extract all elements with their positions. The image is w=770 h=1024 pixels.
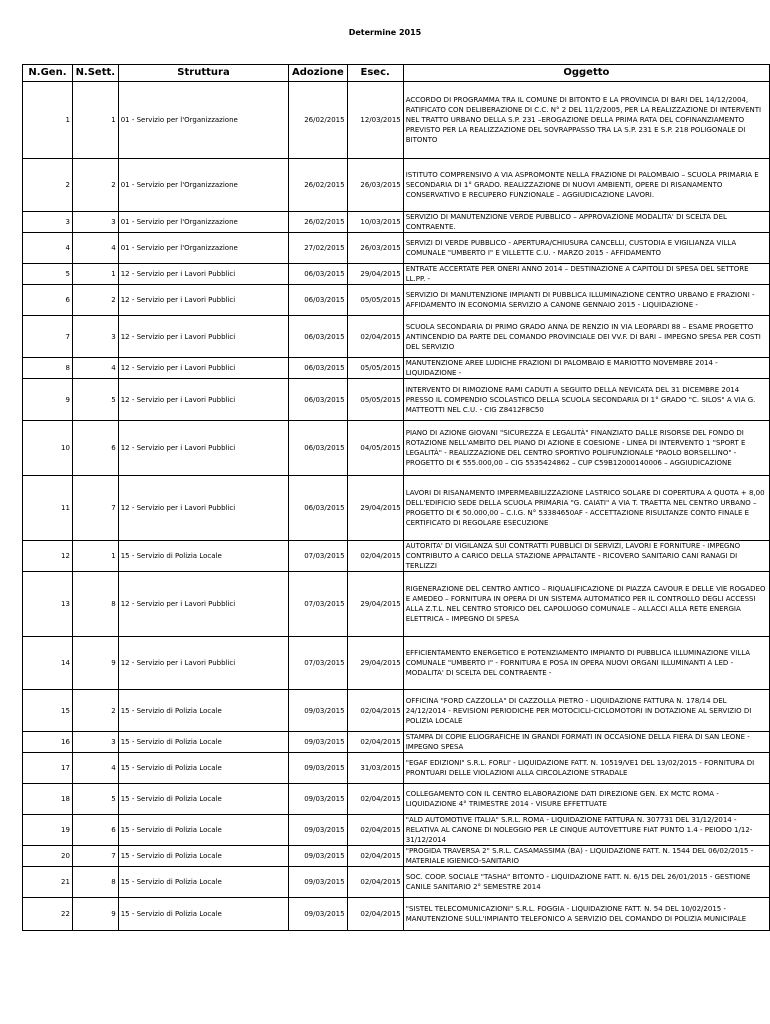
cell-adozione: 06/03/2015 [289, 264, 347, 285]
table-row [23, 572, 770, 637]
table-row [23, 784, 770, 815]
cell-struttura: 15 - Servizio di Polizia Locale [118, 753, 289, 784]
cell-nsett: 5 [72, 784, 118, 815]
table-row [23, 541, 770, 572]
cell-struttura: 01 - Servizio per l'Organizzazione [118, 82, 289, 159]
cell-oggetto: MANUTENZIONE AREE LUDICHE FRAZIONI DI PALOMBAIO E MARIOTTO NOVEMBRE 2014 - LIQUIDAZIONE - [403, 358, 769, 379]
cell-oggetto: "SISTEL TELECOMUNICAZIONI" S.R.L. FOGGIA - LIQUIDAZIONE FATT. N. 54 DEL 10/02/2015 - MANUTENZIONE SULL'IMPIANTO TELEFONICO A SERVIZIO DEL COMANDO DI POLIZIA MUNICIPALE [403, 898, 769, 931]
cell-struttura: 12 - Servizio per i Lavori Pubblici [118, 572, 289, 637]
cell-esec: 26/03/2015 [347, 159, 403, 212]
cell-esec: 10/03/2015 [347, 212, 403, 233]
cell-struttura: 15 - Servizio di Polizia Locale [118, 690, 289, 732]
cell-adozione: 26/02/2015 [289, 212, 347, 233]
header-nsett: N.Sett. [72, 65, 118, 82]
cell-esec: 29/04/2015 [347, 476, 403, 541]
cell-struttura: 15 - Servizio di Polizia Locale [118, 784, 289, 815]
cell-ngen: 15 [23, 690, 73, 732]
header-oggetto: Oggetto [403, 65, 769, 82]
table-row [23, 264, 770, 285]
cell-oggetto: SERVIZI DI VERDE PUBBLICO - APERTURA/CHIUSURA CANCELLI, CUSTODIA E VIGILIANZA VILLA COMUNALE "UMBERTO I" E VILLETTE C.U. - MARZO 2015 - AFFIDAMENTO [403, 233, 769, 264]
cell-esec: 02/04/2015 [347, 846, 403, 867]
cell-adozione: 07/03/2015 [289, 572, 347, 637]
cell-ngen: 13 [23, 572, 73, 637]
cell-struttura: 12 - Servizio per i Lavori Pubblici [118, 316, 289, 358]
cell-ngen: 21 [23, 867, 73, 898]
cell-nsett: 4 [72, 358, 118, 379]
cell-esec: 02/04/2015 [347, 541, 403, 572]
cell-struttura: 15 - Servizio di Polizia Locale [118, 541, 289, 572]
cell-ngen: 14 [23, 637, 73, 690]
table-header-row [23, 65, 770, 82]
table-row [23, 233, 770, 264]
cell-esec: 12/03/2015 [347, 82, 403, 159]
cell-struttura: 12 - Servizio per i Lavori Pubblici [118, 637, 289, 690]
cell-adozione: 27/02/2015 [289, 233, 347, 264]
cell-oggetto: EFFICIENTAMENTO ENERGETICO E POTENZIAMENTO IMPIANTO DI PUBBLICA ILLUMINAZIONE VILLA COMUNALE "UMBERTO I" - FORNITURA E POSA IN OPERA NUOVI ORGANI ILLUMINANTI A LED - MODALITA' DI SCELTA DEL CONTRAENTE - [403, 637, 769, 690]
cell-ngen: 3 [23, 212, 73, 233]
cell-oggetto: SERVIZIO DI MANUTENZIONE IMPIANTI DI PUBBLICA ILLUMINAZIONE CENTRO URBANO E FRAZIONI - AFFIDAMENTO IN ECONOMIA SERVIZIO A CANONE GENNAIO 2015 - LIQUIDAZIONE - [403, 285, 769, 316]
cell-nsett: 1 [72, 541, 118, 572]
cell-oggetto: COLLEGAMENTO CON IL CENTRO ELABORAZIONE DATI DIREZIONE GEN. EX MCTC ROMA - LIQUIDAZIONE 4° TRIMESTRE 2014 - VISURE EFFETTUATE [403, 784, 769, 815]
table-row [23, 212, 770, 233]
cell-struttura: 12 - Servizio per i Lavori Pubblici [118, 379, 289, 421]
table-row [23, 846, 770, 867]
cell-ngen: 10 [23, 421, 73, 476]
cell-adozione: 07/03/2015 [289, 541, 347, 572]
header-esec: Esec. [347, 65, 403, 82]
cell-nsett: 3 [72, 316, 118, 358]
cell-nsett: 2 [72, 285, 118, 316]
cell-adozione: 06/03/2015 [289, 476, 347, 541]
cell-esec: 26/03/2015 [347, 233, 403, 264]
table-row [23, 285, 770, 316]
cell-nsett: 7 [72, 476, 118, 541]
cell-adozione: 06/03/2015 [289, 358, 347, 379]
cell-oggetto: SERVIZIO DI MANUTENZIONE VERDE PUBBLICO – APPROVAZIONE MODALITA' DI SCELTA DEL CONTRAENTE. [403, 212, 769, 233]
cell-struttura: 12 - Servizio per i Lavori Pubblici [118, 476, 289, 541]
cell-nsett: 2 [72, 690, 118, 732]
cell-esec: 05/05/2015 [347, 285, 403, 316]
cell-struttura: 01 - Servizio per l'Organizzazione [118, 159, 289, 212]
cell-adozione: 06/03/2015 [289, 421, 347, 476]
cell-adozione: 09/03/2015 [289, 815, 347, 846]
cell-adozione: 06/03/2015 [289, 316, 347, 358]
table-row [23, 753, 770, 784]
cell-ngen: 17 [23, 753, 73, 784]
table-row [23, 476, 770, 541]
cell-nsett: 6 [72, 815, 118, 846]
cell-struttura: 15 - Servizio di Polizia Locale [118, 846, 289, 867]
cell-nsett: 7 [72, 846, 118, 867]
cell-struttura: 15 - Servizio di Polizia Locale [118, 898, 289, 931]
cell-esec: 05/05/2015 [347, 379, 403, 421]
determine-table [22, 64, 770, 931]
cell-ngen: 11 [23, 476, 73, 541]
cell-esec: 29/04/2015 [347, 264, 403, 285]
cell-nsett: 4 [72, 233, 118, 264]
table-row [23, 867, 770, 898]
table-row [23, 159, 770, 212]
cell-oggetto: INTERVENTO DI RIMOZIONE RAMI CADUTI A SEGUITO DELLA NEVICATA DEL 31 DICEMBRE 2014 PRESSO IL COMPENDIO SCOLASTICO DELLA SCUOLA SECONDARIA DI 1° GRADO "C. SILOS" A VIA G. MATTEOTTI NEL C.U. - CIG Z8412F8C50 [403, 379, 769, 421]
cell-adozione: 06/03/2015 [289, 379, 347, 421]
cell-esec: 29/04/2015 [347, 572, 403, 637]
cell-adozione: 09/03/2015 [289, 753, 347, 784]
cell-struttura: 12 - Servizio per i Lavori Pubblici [118, 421, 289, 476]
cell-oggetto: LAVORI DI RISANAMENTO IMPERMEABILIZZAZIONE LASTRICO SOLARE DI COPERTURA A QUOTA + 8,00 DELL'EDIFICIO SEDE DELLA SCUOLA PRIMARIA "G. CAIATI" A VIA T. TRAETTA NEL CENTRO URBANO – PROGETTO DI € 50.000,00 – C.I.G. N° 53384650AF - ACCETTAZIONE RISULTANZE CONTO FINALE E CERTIFICATO DI REGOLARE ESECUZIONE [403, 476, 769, 541]
header-adozione: Adozione [289, 65, 347, 82]
cell-ngen: 12 [23, 541, 73, 572]
cell-nsett: 9 [72, 898, 118, 931]
cell-nsett: 3 [72, 732, 118, 753]
cell-nsett: 3 [72, 212, 118, 233]
cell-esec: 04/05/2015 [347, 421, 403, 476]
cell-oggetto: OFFICINA "FORD CAZZOLLA" DI CAZZOLLA PIETRO - LIQUIDAZIONE FATTURA N. 178/14 DEL 24/12/2014 - REVISIONI PERIODICHE PER MOTOCICLI-CICLOMOTORI IN DOTAZIONE AL SERVIZIO DI POLIZIA LOCALE [403, 690, 769, 732]
cell-ngen: 1 [23, 82, 73, 159]
cell-ngen: 5 [23, 264, 73, 285]
cell-struttura: 12 - Servizio per i Lavori Pubblici [118, 358, 289, 379]
cell-adozione: 09/03/2015 [289, 784, 347, 815]
cell-oggetto: SOC. COOP. SOCIALE "TASHA" BITONTO - LIQUIDAZIONE FATT. N. 6/15 DEL 26/01/2015 - GESTIONE CANILE SANITARIO 2° SEMESTRE 2014 [403, 867, 769, 898]
table-row [23, 815, 770, 846]
cell-oggetto: "ALD AUTOMOTIVE ITALIA" S.R.L. ROMA - LIQUIDAZIONE FATTURA N. 307731 DEL 31/12/2014 - RELATIVA AL CANONE DI NOLEGGIO PER LE CINQUE AUTOVETTURE FIAT PUNTO 1.4 - PEIODO 1/12-31/12/2014 [403, 815, 769, 846]
table-row [23, 316, 770, 358]
table-row [23, 637, 770, 690]
cell-adozione: 09/03/2015 [289, 898, 347, 931]
table-row [23, 358, 770, 379]
cell-struttura: 15 - Servizio di Polizia Locale [118, 732, 289, 753]
cell-ngen: 19 [23, 815, 73, 846]
table-row [23, 379, 770, 421]
cell-esec: 02/04/2015 [347, 690, 403, 732]
cell-nsett: 8 [72, 572, 118, 637]
cell-oggetto: "PROGIDA TRAVERSA 2" S.R.L. CASAMASSIMA (BA) - LIQUIDAZIONE FATT. N. 1544 DEL 06/02/2015 - MATERIALE IGIENICO-SANITARIO [403, 846, 769, 867]
cell-adozione: 09/03/2015 [289, 690, 347, 732]
cell-nsett: 4 [72, 753, 118, 784]
table-row [23, 82, 770, 159]
cell-ngen: 7 [23, 316, 73, 358]
cell-adozione: 06/03/2015 [289, 285, 347, 316]
cell-ngen: 18 [23, 784, 73, 815]
cell-nsett: 6 [72, 421, 118, 476]
cell-esec: 31/03/2015 [347, 753, 403, 784]
cell-nsett: 8 [72, 867, 118, 898]
cell-adozione: 09/03/2015 [289, 732, 347, 753]
cell-esec: 02/04/2015 [347, 784, 403, 815]
cell-oggetto: PIANO DI AZIONE GIOVANI "SICUREZZA E LEGALITÀ" FINANZIATO DALLE RISORSE DEL FONDO DI ROTAZIONE NELL'AMBITO DEL PIANO DI AZIONE E COESIONE - LINEA DI INTERVENTO 1 "SPORT E LEGALITÀ" - REALIZZAZIONE DEL CENTRO SPORTIVO POLIFUNZIONALE "PAOLO BORSELLINO" - PROGETTO DI € 555.000,00 – CIG 5535424862 – CUP C59B12000140006 – AGGIUDICAZIONE [403, 421, 769, 476]
cell-esec: 29/04/2015 [347, 637, 403, 690]
cell-esec: 02/04/2015 [347, 316, 403, 358]
cell-oggetto: AUTORITA' DI VIGILANZA SUI CONTRATTI PUBBLICI DI SERVIZI, LAVORI E FORNITURE - IMPEGNO CONTRIBUTO A CARICO DELLA STAZIONE APPALTANTE - RICOVERO SANITARIO CANI RANAGI DI TERLIZZI [403, 541, 769, 572]
table-row [23, 898, 770, 931]
cell-esec: 05/05/2015 [347, 358, 403, 379]
cell-adozione: 09/03/2015 [289, 867, 347, 898]
cell-nsett: 1 [72, 82, 118, 159]
cell-esec: 02/04/2015 [347, 815, 403, 846]
cell-ngen: 22 [23, 898, 73, 931]
cell-ngen: 4 [23, 233, 73, 264]
page-title: Determine 2015 [348, 28, 422, 37]
cell-nsett: 2 [72, 159, 118, 212]
cell-struttura: 12 - Servizio per i Lavori Pubblici [118, 264, 289, 285]
cell-struttura: 15 - Servizio di Polizia Locale [118, 815, 289, 846]
table-row [23, 690, 770, 732]
cell-adozione: 26/02/2015 [289, 159, 347, 212]
cell-oggetto: STAMPA DI COPIE ELIOGRAFICHE IN GRANDI FORMATI IN OCCASIONE DELLA FIERA DI SAN LEONE - IMPEGNO SPESA [403, 732, 769, 753]
cell-oggetto: ISTITUTO COMPRENSIVO A VIA ASPROMONTE NELLA FRAZIONE DI PALOMBAIO – SCUOLA PRIMARIA E SECONDARIA DI 1° GRADO. REALIZZAZIONE DI NUOVI AMBIENTI, OPERE DI RISANAMENTO CONSERVATIVO E RECUPERO FUNZIONALE – AGGIUDICAZIONE LAVORI. [403, 159, 769, 212]
cell-struttura: 12 - Servizio per i Lavori Pubblici [118, 285, 289, 316]
cell-esec: 02/04/2015 [347, 732, 403, 753]
cell-oggetto: RIGENERAZIONE DEL CENTRO ANTICO – RIQUALIFICAZIONE DI PIAZZA CAVOUR E DELLE VIE ROGADEO E AMEDEO – FORNITURA IN OPERA DI UN SISTEMA AUTOMATICO PER IL CONTROLLO DEGLI ACCESSI ALLA Z.T.L. NEL CENTRO STORICO DEL CAPOLUOGO COMUNALE – ALLACCI ALLA RETE ENERGIA ELETTRICA – IMPEGNO DI SPESA [403, 572, 769, 637]
cell-ngen: 2 [23, 159, 73, 212]
cell-struttura: 01 - Servizio per l'Organizzazione [118, 233, 289, 264]
cell-oggetto: ENTRATE ACCERTATE PER ONERI ANNO 2014 – DESTINAZIONE A CAPITOLI DI SPESA DEL SETTORE LL.PP. - [403, 264, 769, 285]
cell-nsett: 9 [72, 637, 118, 690]
cell-struttura: 15 - Servizio di Polizia Locale [118, 867, 289, 898]
cell-struttura: 01 - Servizio per l'Organizzazione [118, 212, 289, 233]
cell-ngen: 16 [23, 732, 73, 753]
cell-nsett: 5 [72, 379, 118, 421]
cell-ngen: 20 [23, 846, 73, 867]
cell-ngen: 8 [23, 358, 73, 379]
cell-oggetto: "EGAF EDIZIONI" S.R.L. FORLI' - LIQUIDAZIONE FATT. N. 10519/VE1 DEL 13/02/2015 - FORNITURA DI PRONTUARI DELLE VIOLAZIONI ALLA CIRCOLAZIONE STRADALE [403, 753, 769, 784]
cell-adozione: 07/03/2015 [289, 637, 347, 690]
cell-oggetto: ACCORDO DI PROGRAMMA TRA IL COMUNE DI BITONTO E LA PROVINCIA DI BARI DEL 14/12/2004, RATIFICATO CON DELIBERAZIONE DI C.C. N° 2 DEL 11/2/2005, PER LA REALIZZAZIONE DI INTERVENTI NEL TRATTO URBANO DELLA S.P. 231 –EROGAZIONE DELLA PRIMA RATA DEL COFINANZIAMENTO PREVISTO PER LA REALIZZAZIONE DEL SOVRAPPASSO TRA LA S.P. 231 E S.P. 218 POLIGONALE DI BITONTO [403, 82, 769, 159]
cell-esec: 02/04/2015 [347, 898, 403, 931]
cell-adozione: 26/02/2015 [289, 82, 347, 159]
cell-adozione: 09/03/2015 [289, 846, 347, 867]
table-row [23, 732, 770, 753]
cell-nsett: 1 [72, 264, 118, 285]
cell-ngen: 9 [23, 379, 73, 421]
cell-ngen: 6 [23, 285, 73, 316]
header-ngen: N.Gen. [23, 65, 73, 82]
cell-esec: 02/04/2015 [347, 867, 403, 898]
table-row [23, 421, 770, 476]
cell-oggetto: SCUOLA SECONDARIA DI PRIMO GRADO ANNA DE RENZIO IN VIA LEOPARDI 88 – ESAME PROGETTO ANTINCENDIO DA PARTE DEL COMANDO PROVINCIALE DEI VV.F. DI BARI – IMPEGNO SPESA PER COSTI DEL SERVIZIO [403, 316, 769, 358]
header-struttura: Struttura [118, 65, 289, 82]
